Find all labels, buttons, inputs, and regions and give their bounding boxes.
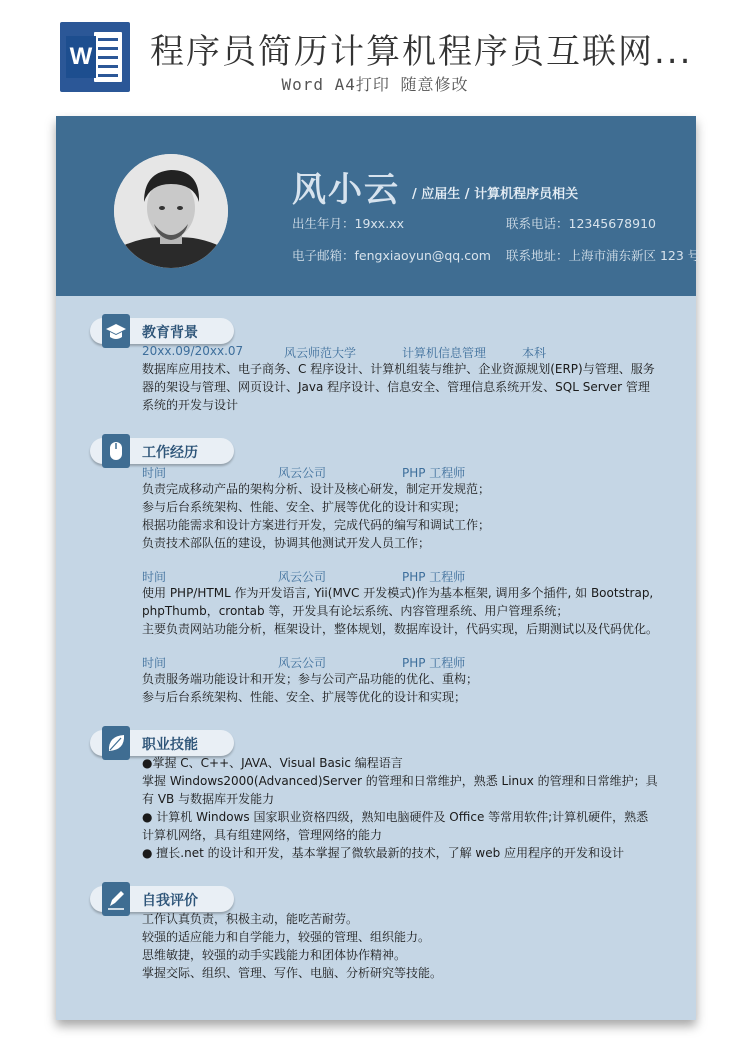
education-title: 教育背景 [142, 325, 198, 341]
evaluation-line: 思维敏捷，较强的动手实践能力和团体协作精神。 [142, 948, 407, 962]
job-company: 风云公司 [278, 570, 327, 584]
job-line: 负责技术部队伍的建设，协调其他测试开发人员工作； [142, 536, 431, 550]
education-line: 器的架设与管理、网页设计、Java 程序设计、信息安全、管理信息系统开发、SQL Server 管理 [142, 380, 650, 394]
phone: 联系电话：12345678910 [506, 216, 656, 231]
job-line: 参与后台系统架构、性能、安全、扩展等优化的设计和实现； [142, 690, 467, 704]
job-time: 时间 [142, 656, 167, 670]
skills-title: 职业技能 [142, 737, 198, 753]
email: 电子邮箱：fengxiaoyun@qq.com [292, 248, 491, 263]
skill-line: ● 擅长.net 的设计和开发，基本掌握了微软最新的技术，了解 web 应用程序的开发和设计 [142, 846, 625, 860]
education-major: 计算机信息管理 [402, 346, 487, 360]
job-position: PHP 工程师 [402, 466, 466, 480]
pencil-icon [102, 882, 130, 916]
resume-page [56, 116, 701, 1020]
birth-date: 出生年月：19xx.xx [292, 216, 404, 231]
job-position: PHP 工程师 [402, 656, 466, 670]
education-period: 20xx.09/20xx.07 [142, 344, 244, 358]
evaluation-title: 自我评价 [142, 893, 198, 909]
file-header [0, 0, 750, 110]
skill-line: 掌握 Windows2000(Advanced)Server 的管理和日常维护，熟悉 Linux 的管理和日常维护；具 [142, 774, 658, 788]
work-section-header [90, 434, 330, 468]
job-line: 负责服务端功能设计和开发；参与公司产品功能的优化、重构； [142, 672, 479, 686]
job-company: 风云公司 [278, 656, 327, 670]
job-time: 时间 [142, 466, 167, 480]
education-line: 数据库应用技术、电子商务、C 程序设计、计算机组装与维护、企业资源规划(ERP)与管理、服务 [142, 362, 655, 376]
address: 联系地址：上海市浦东新区 123 号 [506, 248, 701, 263]
leaf-icon [102, 726, 130, 760]
education-school: 风云师范大学 [284, 346, 357, 360]
graduation-cap-icon [102, 314, 130, 348]
evaluation-line: 掌握交际、组织、管理、写作、电脑、分析研究等技能。 [142, 966, 443, 980]
skill-line: ● 计算机 Windows 国家职业资格四级，熟知电脑硬件及 Office 等常用软件;计算机硬件，熟悉 [142, 810, 649, 824]
education-section-header [90, 314, 330, 348]
portrait-image [114, 154, 228, 268]
evaluation-line: 较强的适应能力和自学能力，较强的管理、组织能力。 [142, 930, 431, 944]
document-title: 程序员简历计算机程序员互联网... [150, 32, 693, 72]
job-position: PHP 工程师 [402, 570, 466, 584]
skill-line: ●掌握 C、C++、JAVA、Visual Basic 编程语言 [142, 756, 403, 770]
word-letter: W [66, 36, 96, 78]
evaluation-line: 工作认真负责，积极主动，能吃苦耐劳。 [142, 912, 359, 926]
job-line: 参与后台系统架构、性能、安全、扩展等优化的设计和实现； [142, 500, 467, 514]
job-line: 根据功能需求和设计方案进行开发，完成代码的编写和调试工作； [142, 518, 491, 532]
education-degree: 本科 [522, 346, 547, 360]
profile-banner [56, 116, 701, 296]
job-company: 风云公司 [278, 466, 327, 480]
candidate-role: / 应届生 / 计算机程序员相关 [412, 187, 579, 202]
document-subtitle: Word A4打印 随意修改 [281, 75, 469, 94]
education-line: 系统的开发与设计 [142, 398, 239, 412]
job-line: 使用 PHP/HTML 作为开发语言, Yii(MVC 开发模式)作为基本框架, 调用多个插件, 如 Bootstrap, [142, 586, 654, 600]
job-line: 主要负责网站功能分析，框架设计，整体规划，数据库设计，代码实现，后期测试以及代码优化。 [142, 622, 659, 636]
skill-line: 计算机网络，具有组建网络，管理网络的能力 [142, 828, 383, 842]
job-line: phpThumb，crontab 等，开发具有论坛系统、内容管理系统、用户管理系统； [142, 604, 569, 618]
work-title: 工作经历 [142, 445, 198, 461]
job-time: 时间 [142, 570, 167, 584]
avatar [114, 154, 228, 268]
candidate-name: 风小云 [292, 170, 400, 210]
mouse-icon [102, 434, 130, 468]
skill-line: 有 VB 与数据库开发能力 [142, 792, 275, 806]
job-line: 负责完成移动产品的架构分析、设计及核心研发，制定开发规范； [142, 482, 491, 496]
